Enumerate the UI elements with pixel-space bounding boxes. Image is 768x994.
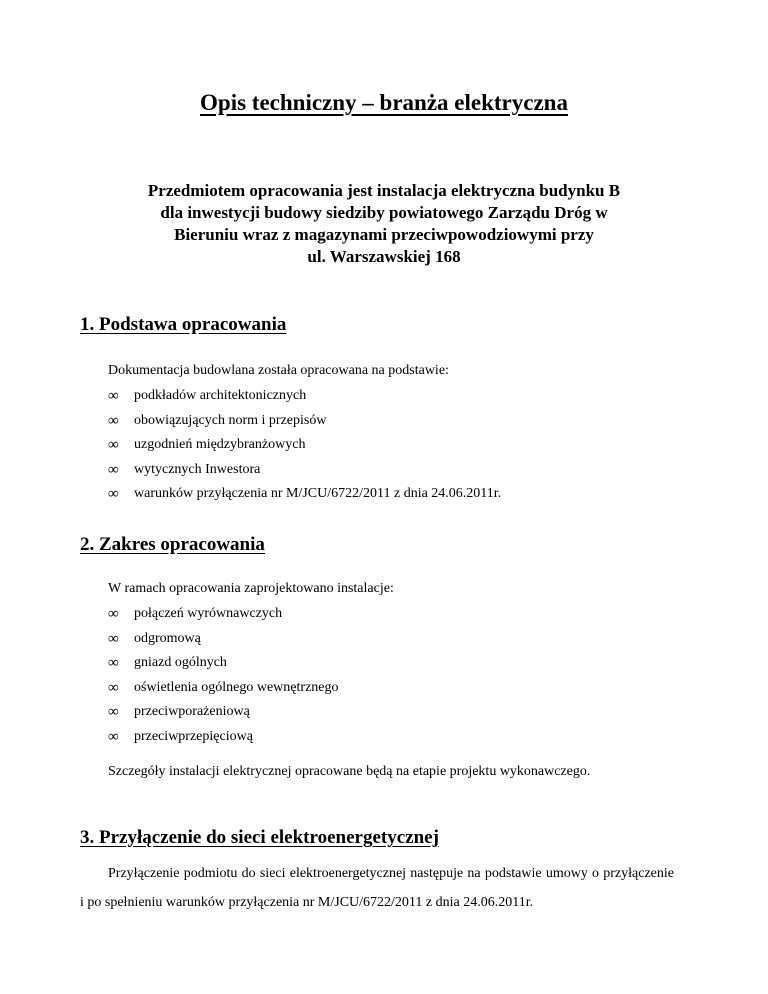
subject-description — [70, 180, 698, 268]
subject-line: Przedmiotem opracowania jest instalacja elektryczna budynku B — [147, 181, 621, 200]
infinity-bullet-icon: ∞ — [108, 630, 119, 647]
list-item: ∞ gniazd ogólnych — [108, 653, 339, 678]
infinity-bullet-icon: ∞ — [108, 486, 119, 503]
list-item: ∞ odgromową — [108, 629, 339, 654]
section-heading-zakres: 2. Zakres opracowania — [80, 534, 265, 555]
infinity-bullet-icon: ∞ — [108, 704, 119, 721]
infinity-bullet-icon: ∞ — [108, 461, 119, 478]
infinity-bullet-icon: ∞ — [108, 437, 119, 454]
section-note: Szczegóły instalacji elektrycznej opracowane będą na etapie projektu wykonawczego. — [108, 764, 591, 779]
infinity-bullet-icon: ∞ — [108, 606, 119, 622]
list-item: ∞ przeciwprzepięciową — [108, 727, 339, 752]
list-item: ∞ uzgodnień międzybranżowych — [108, 435, 501, 460]
section-intro: W ramach opracowania zaprojektowano instalacje: — [108, 581, 394, 596]
list-item: ∞ podkładów architektonicznych — [108, 386, 501, 411]
list-item: ∞ warunków przyłączenia nr M/JCU/6722/2011 z dnia 24.06.2011r. — [108, 484, 501, 509]
infinity-bullet-icon: ∞ — [108, 655, 119, 672]
document-title: Opis techniczny – branża elektryczna — [200, 90, 568, 115]
list-item: ∞ przeciwporażeniową — [108, 702, 339, 727]
subject-line: ul. Warszawskiej 168 — [307, 247, 461, 266]
subject-line: dla inwestycji budowy siedziby powiatowego Zarządu Dróg w — [160, 203, 608, 222]
infinity-bullet-icon: ∞ — [108, 728, 119, 745]
bullet-list-podstawa — [108, 386, 501, 509]
section-intro: Dokumentacja budowlana została opracowana na podstawie: — [108, 363, 449, 378]
subject-line: Bieruniu wraz z magazynami przeciwpowodziowymi przy — [174, 225, 594, 244]
bullet-list-zakres — [108, 604, 339, 752]
infinity-bullet-icon: ∞ — [108, 388, 119, 404]
list-item: ∞ obowiązujących norm i przepisów — [108, 411, 501, 436]
section-paragraph: Przyłączenie podmiotu do sieci elektroenergetycznej następuje na podstawie umowy o przyłączenie i po spełnieniu warunków przyłączenia nr M/JCU/6722/2011 z dnia 24.06.2011r. — [80, 866, 674, 910]
list-item: ∞ połączeń wyrównawczych — [108, 604, 339, 629]
infinity-bullet-icon: ∞ — [108, 412, 119, 429]
section-heading-podstawa: 1. Podstawa opracowania — [80, 314, 287, 335]
section-heading-przylaczenie: 3. Przyłączenie do sieci elektroenergetycznej — [80, 827, 439, 848]
list-item: ∞ wytycznych Inwestora — [108, 460, 501, 485]
infinity-bullet-icon: ∞ — [108, 679, 119, 696]
list-item: ∞ oświetlenia ogólnego wewnętrznego — [108, 678, 339, 703]
